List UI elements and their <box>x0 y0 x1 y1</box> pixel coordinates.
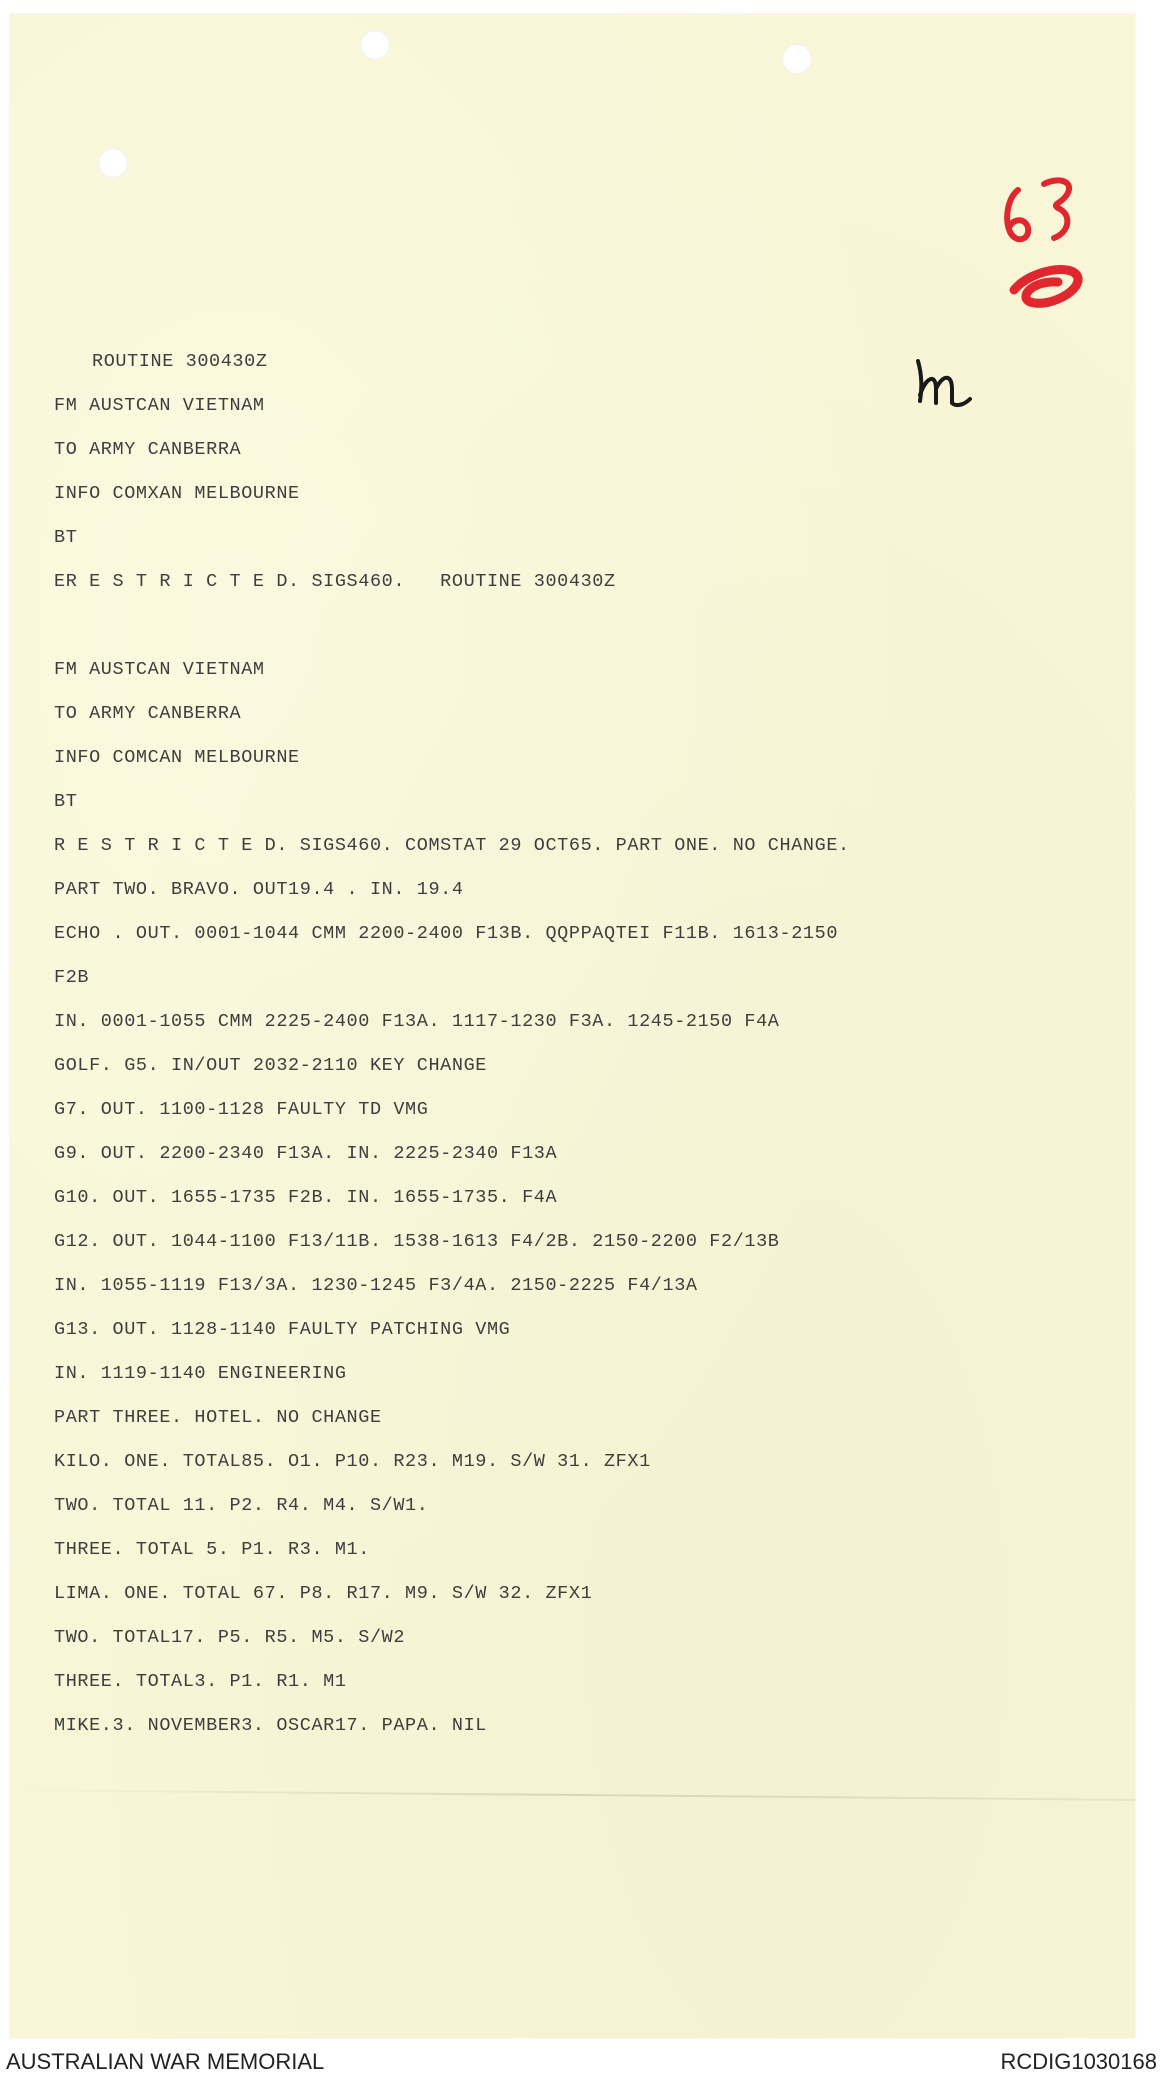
typed-line: R E S T R I C T E D. SIGS460. COMSTAT 29 OCT65. PART ONE. NO CHANGE. <box>54 835 850 856</box>
typed-line: FM AUSTCAN VIETNAM <box>54 395 265 416</box>
typed-line: LIMA. ONE. TOTAL 67. P8. R17. M9. S/W 32. ZFX1 <box>54 1583 593 1604</box>
punch-hole <box>360 30 390 60</box>
typed-line: G13. OUT. 1128-1140 FAULTY PATCHING VMG <box>54 1319 511 1340</box>
typed-line <box>54 604 850 648</box>
typed-line: PART TWO. BRAVO. OUT19.4 . IN. 19.4 <box>54 879 464 900</box>
footer-archive-name: AUSTRALIAN WAR MEMORIAL <box>6 2049 325 2074</box>
handwritten-initials <box>912 355 992 415</box>
typed-line: G10. OUT. 1655-1735 F2B. IN. 1655-1735. F4A <box>54 1187 558 1208</box>
typed-line: BT <box>54 791 78 812</box>
routine-header: ROUTINE 300430Z <box>92 351 268 372</box>
typed-line: ECHO . OUT. 0001-1044 CMM 2200-2400 F13B. QQPPAQTEI F11B. 1613-2150 <box>54 923 839 944</box>
typed-line: TWO. TOTAL17. P5. R5. M5. S/W2 <box>54 1627 406 1648</box>
paper-crease <box>10 1789 1135 1801</box>
typed-line: INFO COMCAN MELBOURNE <box>54 747 300 768</box>
typed-line: BT <box>54 527 78 548</box>
typed-line: KILO. ONE. TOTAL85. O1. P10. R23. M19. S/W 31. ZFX1 <box>54 1451 651 1472</box>
punch-hole <box>98 148 128 178</box>
typed-line: PART THREE. HOTEL. NO CHANGE <box>54 1407 382 1428</box>
typed-line: IN. 0001-1055 CMM 2225-2400 F13A. 1117-1230 F3A. 1245-2150 F4A <box>54 1011 780 1032</box>
punch-hole <box>782 44 812 74</box>
typed-line: FM AUSTCAN VIETNAM <box>54 659 265 680</box>
red-pen-annotation <box>1000 170 1090 330</box>
typed-line: IN. 1119-1140 ENGINEERING <box>54 1363 347 1384</box>
typed-line: G7. OUT. 1100-1128 FAULTY TD VMG <box>54 1099 429 1120</box>
typed-line: GOLF. G5. IN/OUT 2032-2110 KEY CHANGE <box>54 1055 487 1076</box>
typed-line: ER E S T R I C T E D. SIGS460. ROUTINE 300430Z <box>54 571 616 592</box>
typed-line: TO ARMY CANBERRA <box>54 439 242 460</box>
footer-document-id: RCDIG1030168 <box>1000 2049 1157 2074</box>
typed-line: INFO COMXAN MELBOURNE <box>54 483 300 504</box>
typed-line: IN. 1055-1119 F13/3A. 1230-1245 F3/4A. 2150-2225 F4/13A <box>54 1275 698 1296</box>
typed-line: G9. OUT. 2200-2340 F13A. IN. 2225-2340 F13A <box>54 1143 558 1164</box>
typed-line: G12. OUT. 1044-1100 F13/11B. 1538-1613 F4/2B. 2150-2200 F2/13B <box>54 1231 780 1252</box>
typed-line: TO ARMY CANBERRA <box>54 703 242 724</box>
typed-line <box>54 340 850 384</box>
typed-line: F2B <box>54 967 90 988</box>
message-body <box>54 340 850 1748</box>
typed-line: MIKE.3. NOVEMBER3. OSCAR17. PAPA. NIL <box>54 1715 487 1736</box>
typed-line: THREE. TOTAL 5. P1. R3. M1. <box>54 1539 370 1560</box>
typed-line: TWO. TOTAL 11. P2. R4. M4. S/W1. <box>54 1495 429 1516</box>
typed-line: THREE. TOTAL3. P1. R1. M1 <box>54 1671 347 1692</box>
